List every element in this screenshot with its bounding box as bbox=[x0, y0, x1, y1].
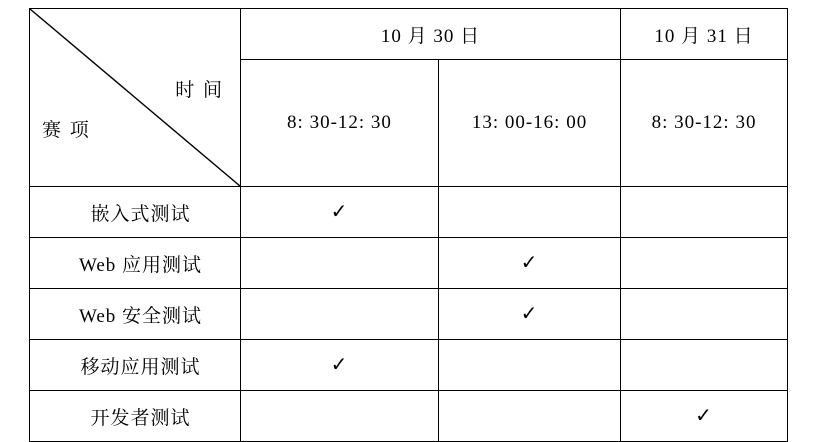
cell-web-app-oct30-am bbox=[241, 238, 439, 289]
cell-web-app-oct31-am bbox=[621, 238, 788, 289]
time-header-afternoon-oct-30: 13: 00-16: 00 bbox=[439, 60, 621, 187]
check-icon: ✓ bbox=[520, 252, 539, 274]
corner-label-time: 时 间 bbox=[175, 80, 224, 101]
cell-developer-oct30-pm bbox=[439, 391, 621, 442]
table-row bbox=[30, 340, 788, 391]
cell-mobile-oct30-am bbox=[241, 340, 439, 391]
row-label-web-application-test: Web 应用测试 bbox=[30, 238, 241, 289]
cell-mobile-oct30-pm bbox=[439, 340, 621, 391]
check-icon: ✓ bbox=[330, 354, 349, 376]
corner-header-cell bbox=[30, 9, 241, 187]
check-icon: ✓ bbox=[695, 405, 713, 427]
table-header-row-dates bbox=[30, 9, 788, 60]
table-row bbox=[30, 238, 788, 289]
corner-label-item: 赛 项 bbox=[42, 120, 91, 141]
cell-embedded-oct30-pm bbox=[439, 187, 621, 238]
cell-web-sec-oct31-am bbox=[621, 289, 788, 340]
check-icon: ✓ bbox=[520, 303, 539, 325]
row-label-mobile-application-test: 移动应用测试 bbox=[30, 340, 241, 391]
cell-developer-oct31-am bbox=[621, 391, 788, 442]
date-header-oct-31: 10 月 31 日 bbox=[621, 9, 788, 60]
cell-web-sec-oct30-am bbox=[241, 289, 439, 340]
time-header-morning-oct-31: 8: 30-12: 30 bbox=[621, 60, 788, 187]
cell-developer-oct30-am bbox=[241, 391, 439, 442]
cell-embedded-oct31-am bbox=[621, 187, 788, 238]
cell-web-app-oct30-pm bbox=[439, 238, 621, 289]
cell-web-sec-oct30-pm bbox=[439, 289, 621, 340]
cell-embedded-oct30-am bbox=[241, 187, 439, 238]
row-label-developer-test: 开发者测试 bbox=[30, 391, 241, 442]
table-row bbox=[30, 187, 788, 238]
check-icon: ✓ bbox=[330, 201, 349, 223]
competition-schedule-table bbox=[29, 8, 788, 442]
date-header-oct-30: 10 月 30 日 bbox=[241, 9, 621, 60]
row-label-embedded-test: 嵌入式测试 bbox=[30, 187, 241, 238]
table-row bbox=[30, 391, 788, 442]
cell-mobile-oct31-am bbox=[621, 340, 788, 391]
table-row bbox=[30, 289, 788, 340]
time-header-morning-oct-30: 8: 30-12: 30 bbox=[241, 60, 439, 187]
row-label-web-security-test: Web 安全测试 bbox=[30, 289, 241, 340]
